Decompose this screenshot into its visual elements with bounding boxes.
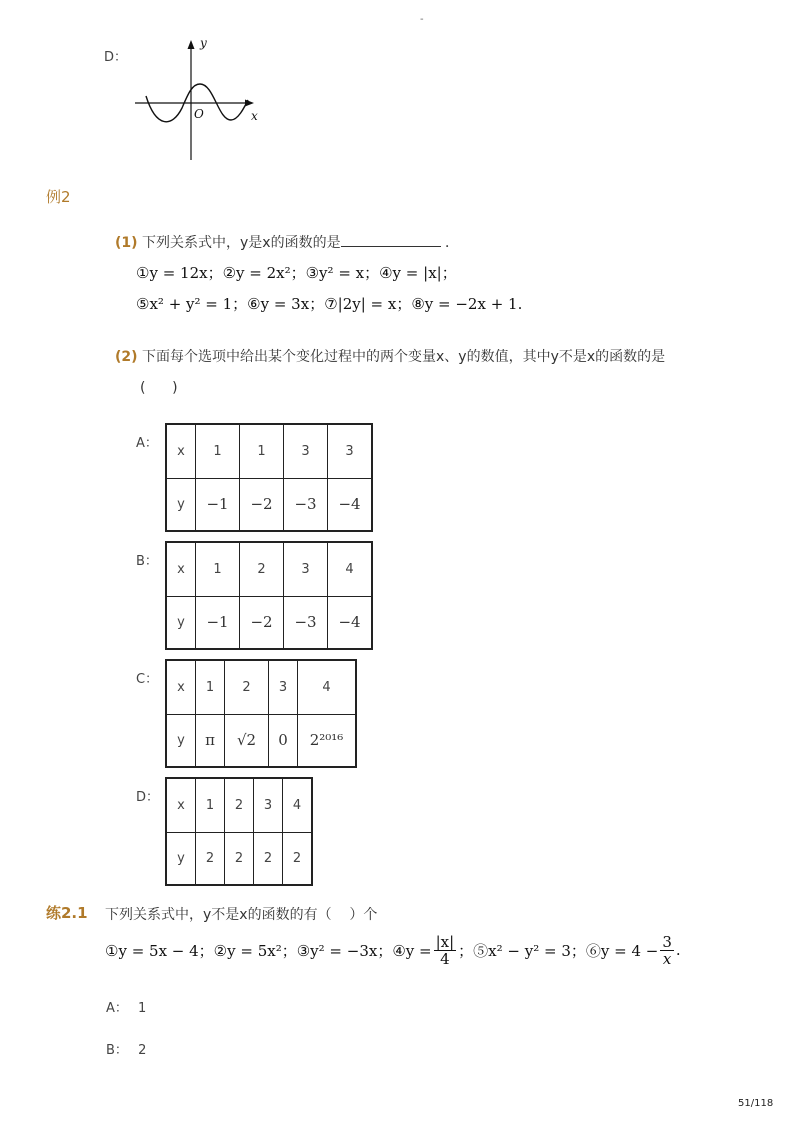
choice-a[interactable] <box>106 997 146 1016</box>
table-cell: 2 <box>283 832 313 885</box>
choice-value: 1 <box>138 1001 147 1016</box>
table-cell: 2 <box>254 832 283 885</box>
part1-end: ． <box>445 235 460 251</box>
table-cell: 4 <box>298 660 357 714</box>
table-cell: −3 <box>284 478 328 531</box>
fraction-3-over-x <box>660 934 674 967</box>
table-cell: 1 <box>196 542 240 596</box>
table-cell: 2 <box>240 542 284 596</box>
fraction-denominator: x <box>662 949 672 968</box>
table-row <box>166 478 372 531</box>
table-cell: 3 <box>284 542 328 596</box>
table-cell: 2²⁰¹⁶ <box>298 714 357 767</box>
fraction-numerator: |x| <box>435 932 455 951</box>
table-cell: −2 <box>240 478 284 531</box>
example-label: 例2 <box>46 188 71 206</box>
table-cell: −1 <box>196 478 240 531</box>
answer-paren: ( ) <box>140 380 178 396</box>
table-cell: 3 <box>328 424 373 478</box>
table-cell: −4 <box>328 596 373 649</box>
table-cell: −2 <box>240 596 284 649</box>
table-row <box>166 832 312 885</box>
table-a <box>165 423 373 532</box>
table-row <box>166 596 372 649</box>
part1-number: (1) <box>115 235 138 251</box>
choice-key: B： <box>106 1043 128 1058</box>
table-cell: x <box>166 542 196 596</box>
part2-number: (2) <box>115 349 138 365</box>
part1-formulas-line1: ①y = 12x；②y = 2x²；③y² = x；④y = |x|； <box>136 264 457 282</box>
fraction-numerator: 3 <box>662 932 672 951</box>
table-c-label: C： <box>136 672 159 687</box>
table-cell: 3 <box>284 424 328 478</box>
table-cell: 1 <box>196 778 225 832</box>
table-cell: 2 <box>225 778 254 832</box>
table-row <box>166 424 372 478</box>
table-cell: y <box>166 478 196 531</box>
table-cell: 2 <box>225 660 269 714</box>
practice-formulas <box>105 928 681 972</box>
sine-graph <box>130 34 265 164</box>
table-cell: y <box>166 832 196 885</box>
table-row <box>166 778 312 832</box>
practice-question: 下列关系式中，y不是x的函数的有（ ）个 <box>105 907 378 923</box>
table-cell: 1 <box>196 660 225 714</box>
practice-label: 练2.1 <box>46 904 88 922</box>
table-cell: 0 <box>269 714 298 767</box>
table-cell: x <box>166 424 196 478</box>
table-cell: y <box>166 714 196 767</box>
page-number: 51/118 <box>738 1098 774 1109</box>
practice-formula-part1: ①y = 5x − 4；②y = 5x²；③y² = −3x；④y = <box>105 941 432 960</box>
table-cell: 2 <box>196 832 225 885</box>
table-cell: −1 <box>196 596 240 649</box>
table-b <box>165 541 373 650</box>
practice-formula-part2: ；⑤x² − y² = 3；⑥y = 4 − <box>458 941 659 960</box>
table-cell: 3 <box>269 660 298 714</box>
x-axis-label: x <box>251 109 258 123</box>
table-cell: 3 <box>254 778 283 832</box>
origin-label: O <box>194 107 204 121</box>
answer-blank <box>341 234 441 247</box>
table-cell: −4 <box>328 478 373 531</box>
table-row <box>166 660 356 714</box>
table-cell: x <box>166 660 196 714</box>
table-cell: 1 <box>196 424 240 478</box>
y-axis-arrow <box>188 40 195 49</box>
graph-option-label: D： <box>104 50 128 65</box>
top-marker: - <box>420 14 424 25</box>
table-row <box>166 542 372 596</box>
table-row <box>166 714 356 767</box>
table-cell: 1 <box>240 424 284 478</box>
table-cell: π <box>196 714 225 767</box>
table-d-label: D： <box>136 790 160 805</box>
table-cell: x <box>166 778 196 832</box>
table-cell: √2 <box>225 714 269 767</box>
part1-question <box>115 232 459 252</box>
table-a-label: A： <box>136 436 158 451</box>
practice-formula-end: . <box>675 941 681 959</box>
table-c <box>165 659 357 768</box>
table-d <box>165 777 313 886</box>
table-b-label: B： <box>136 554 158 569</box>
choice-key: A： <box>106 1001 128 1016</box>
choice-b[interactable] <box>106 1039 146 1058</box>
choice-value: 2 <box>138 1043 147 1058</box>
table-cell: 4 <box>283 778 313 832</box>
table-cell: 2 <box>225 832 254 885</box>
fraction-abs-x-over-4 <box>434 934 457 967</box>
part2-text: 下面每个选项中给出某个变化过程中的两个变量x、y的数值，其中y不是x的函数的是 <box>142 349 666 365</box>
table-cell: −3 <box>284 596 328 649</box>
part1-text: 下列关系式中，y是x的函数的是 <box>142 235 341 251</box>
table-cell: 4 <box>328 542 373 596</box>
table-cell: y <box>166 596 196 649</box>
part1-formulas-line2: ⑤x² + y² = 1；⑥y = 3x；⑦|2y| = x；⑧y = −2x + 1. <box>136 295 523 313</box>
y-axis-label: y <box>200 36 207 50</box>
part2-question <box>115 346 665 366</box>
fraction-denominator: 4 <box>440 949 450 968</box>
